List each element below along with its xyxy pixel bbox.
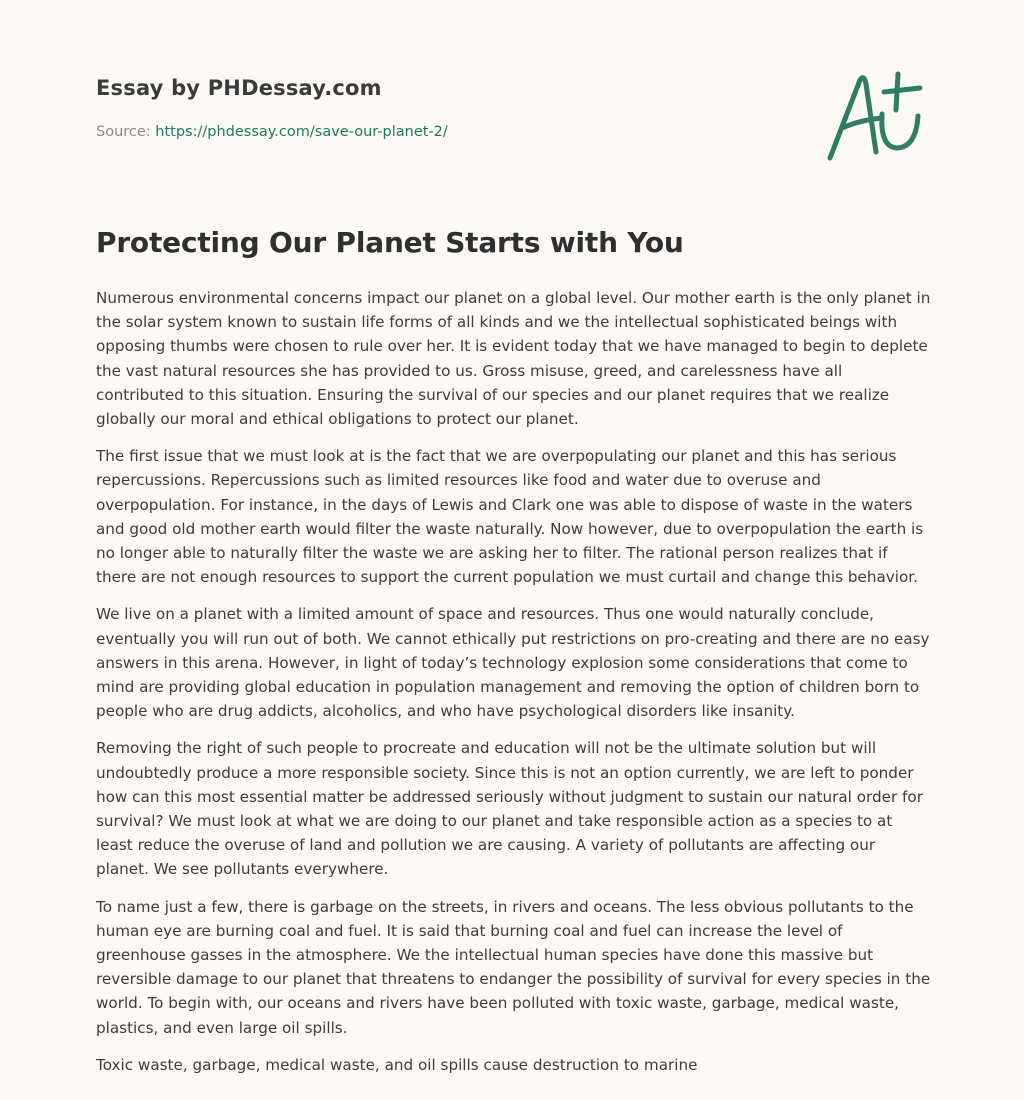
a-plus-logo-icon xyxy=(820,66,930,166)
essay-paragraph: Numerous environmental concerns impact our planet on a global level. Our mother earth is the only planet in the solar system known to sustain life forms of all kinds and we the intellectual sophisticated beings with opposing thumbs were chosen to rule over her. It is evident today that we have managed to begin to deplete the vast natural resources she has provided to us. Gross misuse, greed, and carelessness have all contributed to this situation. Ensuring the survival of our species and our planet requires that we realize globally our moral and ethical obligations to protect our planet. xyxy=(96,289,931,429)
essay-paragraph: Toxic waste, garbage, medical waste, and oil spills cause destruction to marine xyxy=(96,1055,698,1074)
essay-body xyxy=(96,286,932,1090)
source-label: Source: xyxy=(96,124,156,140)
essay-paragraph: To name just a few, there is garbage on the streets, in rivers and oceans. The less obvious pollutants to the human eye are burning coal and fuel. It is said that burning coal and fuel can increase the level of greenhouse gasses in the atmosphere. We the intellectual human species have done this massive but reversible damage to our planet that threatens to endanger the possibility of survival for every species in the world. To begin with, our oceans and rivers have been polluted with toxic waste, garbage, medical waste, plastics, and even large oil spills. xyxy=(96,897,931,1037)
source-link[interactable]: https://phdessay.com/save-our-planet-2/ xyxy=(155,124,448,140)
essay-paragraph: We live on a planet with a limited amount of space and resources. Thus one would naturally conclude, eventually you will run out of both. We cannot ethically put restrictions on pro-creating and there are no easy answers in this arena. However, in light of today’s technology explosion some considerations that come to mind are providing global education in population management and removing the option of children born to people who are drug addicts, alcoholics, and who have psychological disorders like insanity. xyxy=(96,605,930,721)
site-title: Essay by PHDessay.com xyxy=(96,76,382,100)
essay-paragraph: Removing the right of such people to procreate and education will not be the ultimate solution but will undoubtedly produce a more responsible society. Since this is not an option currently, we are left to ponder how can this most essential matter be addressed seriously without judgment to sustain our natural order for survival? We must look at what we are doing to our planet and take responsible action as a species to at least reduce the overuse of land and pollution we are causing. A variety of pollutants are affecting our planet. We see pollutants everywhere. xyxy=(96,739,923,879)
essay-paragraph: The first issue that we must look at is the fact that we are overpopulating our planet and this has serious repercussions. Repercussions such as limited resources like food and water due to overuse and overpopulation. For instance, in the days of Lewis and Clark one was able to dispose of waste in the waters and good old mother earth would filter the waste naturally. Now however, due to overpopulation the earth is no longer able to naturally filter the waste we are asking her to filter. The rational person realizes that if there are not enough resources to support the current population we must curtail and change this behavior. xyxy=(96,447,924,587)
essay-title: Protecting Our Planet Starts with You xyxy=(96,226,684,259)
source-line xyxy=(96,124,448,140)
